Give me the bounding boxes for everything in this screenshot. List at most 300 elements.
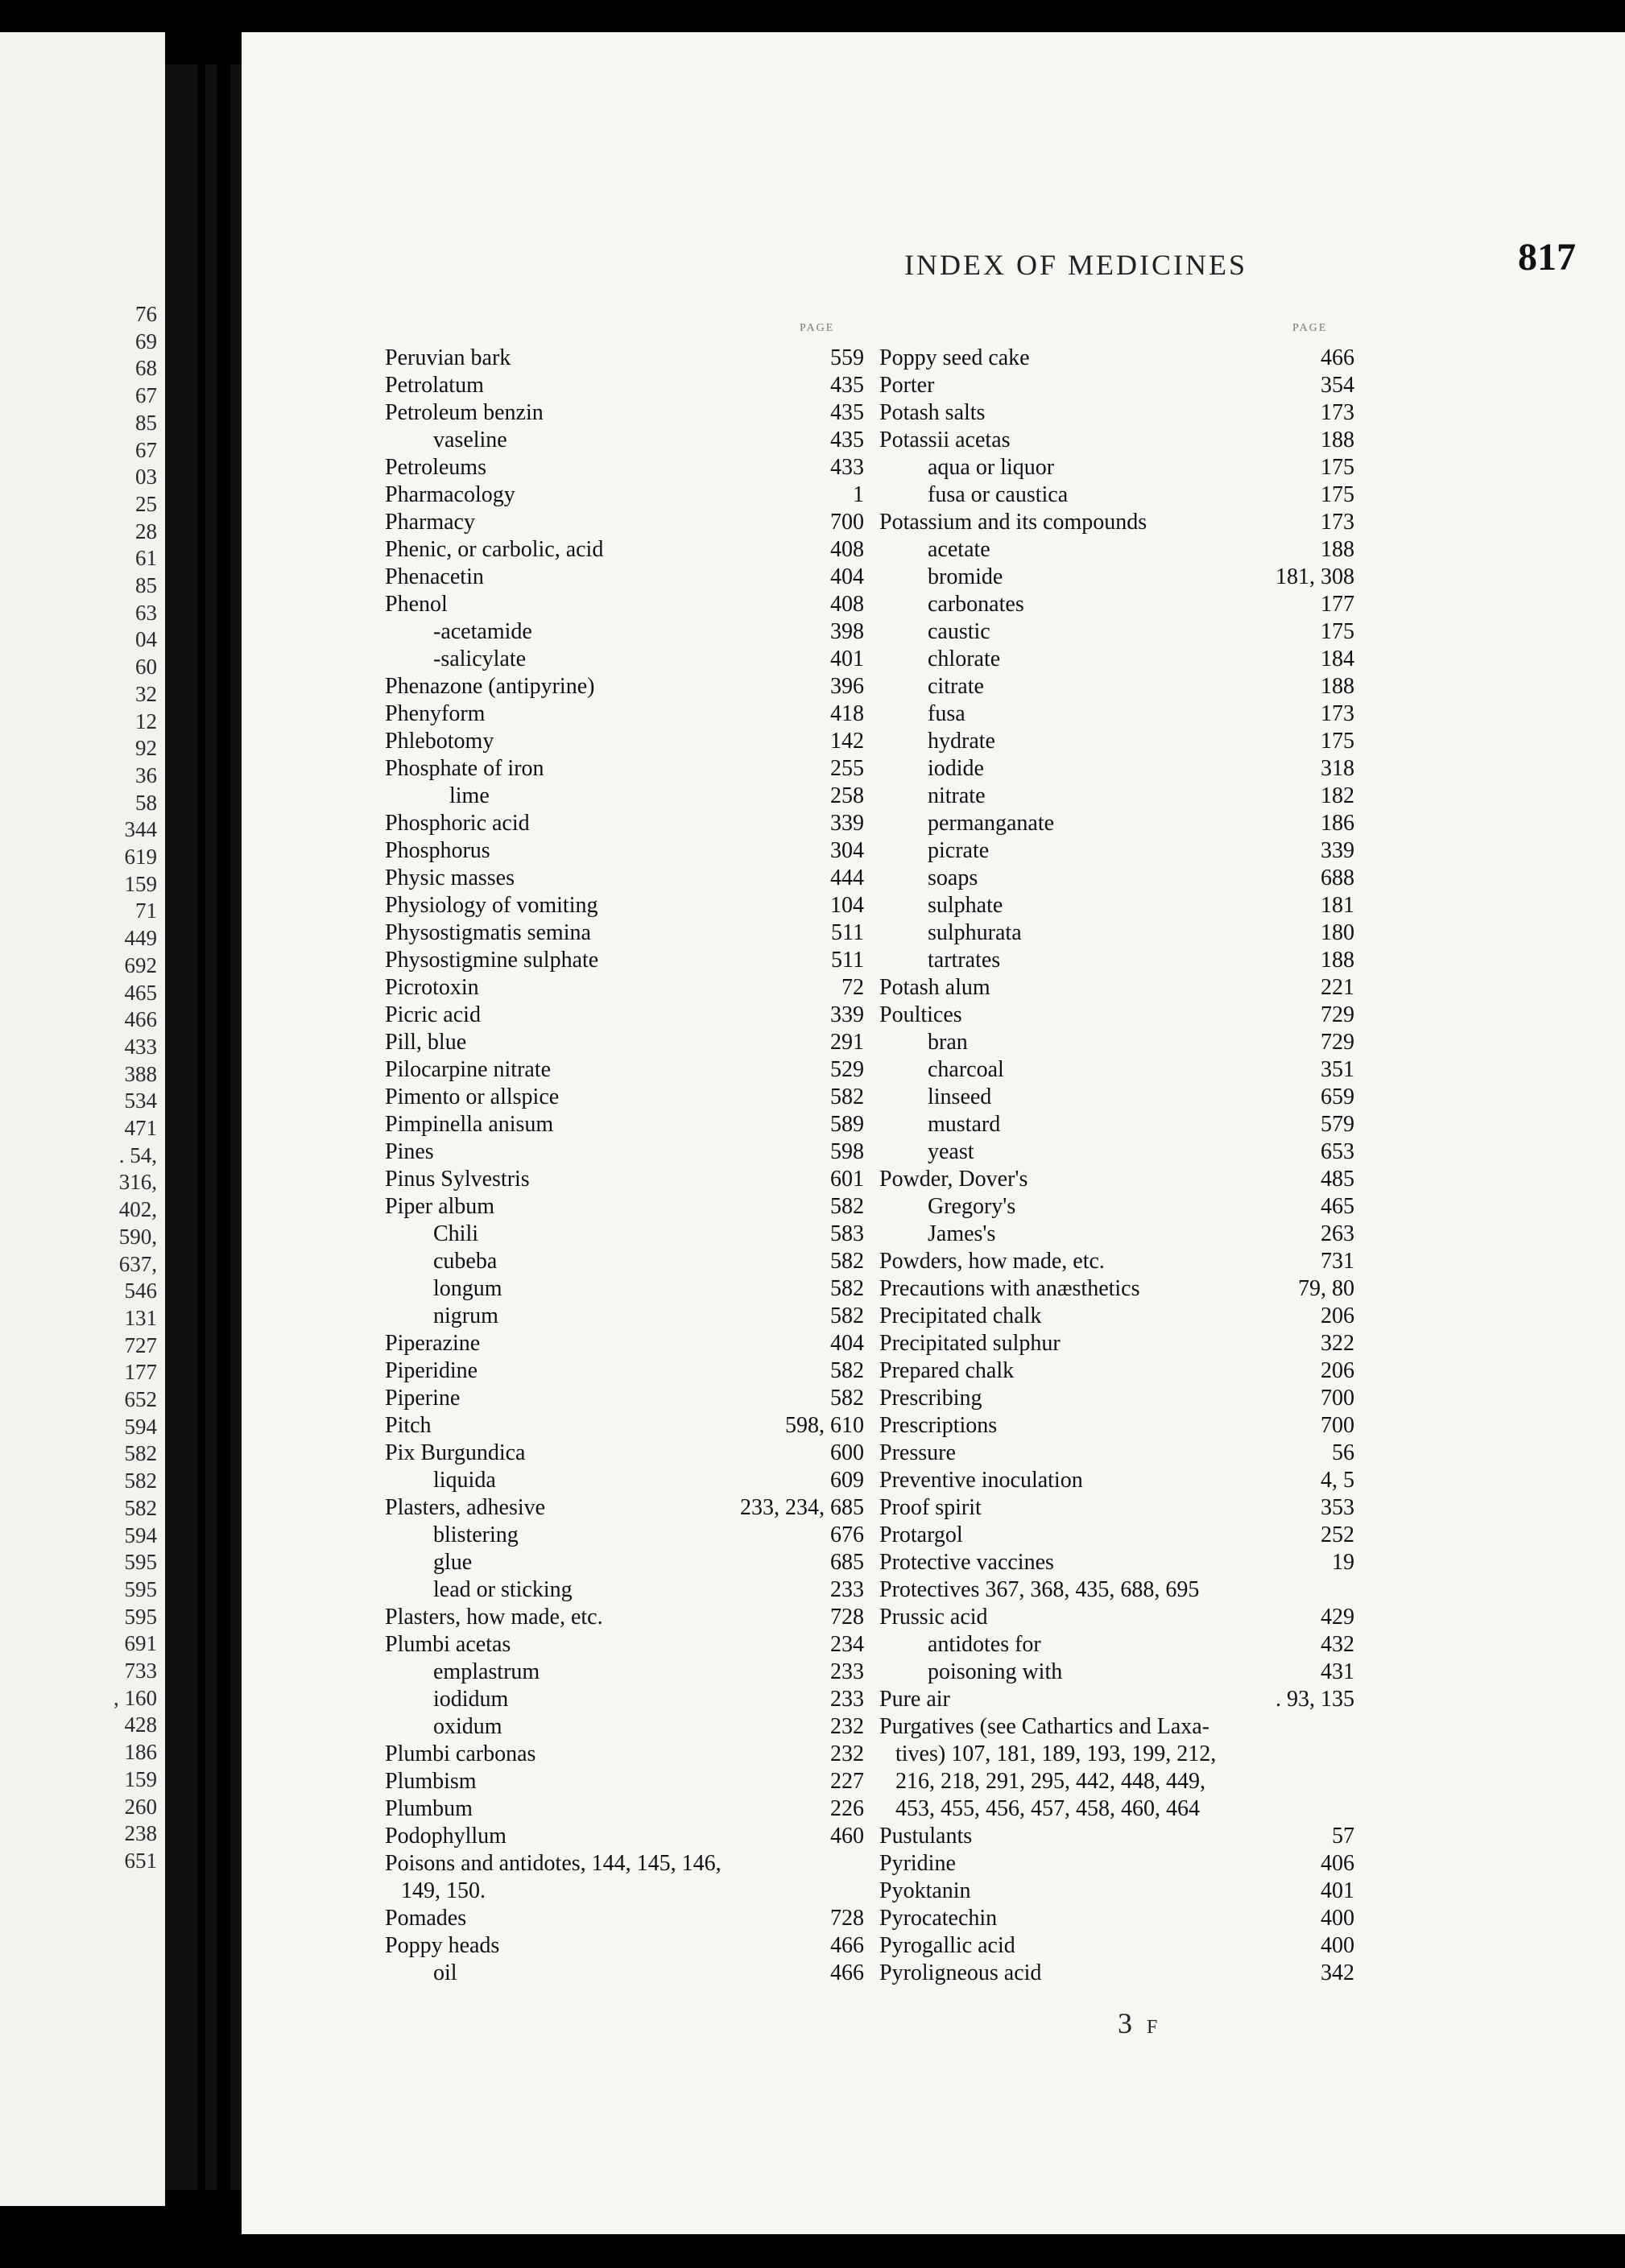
index-entry xyxy=(385,783,864,810)
left-page-number: 433 xyxy=(124,1034,157,1059)
index-entry xyxy=(879,974,1354,1002)
index-entry xyxy=(879,1522,1354,1549)
index-entry xyxy=(385,1549,864,1576)
index-term: Phenyform xyxy=(385,701,486,726)
index-entry xyxy=(879,1878,1354,1905)
index-entry xyxy=(385,1659,864,1686)
index-page-ref: 252 xyxy=(1321,1522,1354,1547)
left-page-number: 619 xyxy=(124,845,157,869)
index-term: emplastrum xyxy=(433,1659,540,1684)
index-page-ref: 653 xyxy=(1321,1139,1354,1164)
index-page-ref: 226 xyxy=(830,1796,864,1821)
index-page-ref: 731 xyxy=(1321,1249,1354,1274)
left-page-number: 449 xyxy=(124,926,157,951)
index-page-ref: 728 xyxy=(830,1605,864,1630)
index-page-ref: 401 xyxy=(1321,1878,1354,1903)
index-entry xyxy=(385,1248,864,1275)
left-page-number: 652 xyxy=(124,1387,157,1411)
index-entry xyxy=(385,345,864,372)
index-term: oxidum xyxy=(433,1714,502,1739)
left-page-number: 594 xyxy=(124,1522,157,1547)
index-page-ref: 404 xyxy=(830,564,864,589)
index-term: Precipitated sulphur xyxy=(879,1331,1061,1356)
index-term: Prescribing xyxy=(879,1386,982,1411)
index-column-right xyxy=(879,345,1354,1987)
index-term: Pix Burgundica xyxy=(385,1440,526,1465)
index-page-ref: 429 xyxy=(1321,1605,1354,1630)
index-page-ref: 598, 610 xyxy=(785,1413,864,1438)
index-term: Picric acid xyxy=(385,1002,481,1027)
left-page-number: 582 xyxy=(124,1495,157,1520)
index-term: hydrate xyxy=(928,729,995,754)
signature-number: 3 xyxy=(1118,2007,1132,2039)
index-page-ref: 291 xyxy=(830,1030,864,1055)
index-entry xyxy=(385,372,864,399)
index-term: Pustulants xyxy=(879,1824,973,1849)
index-term: Pyrocatechin xyxy=(879,1906,998,1931)
index-term: nigrum xyxy=(433,1303,498,1328)
index-term: Pressure xyxy=(879,1440,956,1465)
index-page-ref: 406 xyxy=(1321,1851,1354,1876)
index-term: Plasters, adhesive xyxy=(385,1495,546,1520)
left-page-number: . 54, xyxy=(118,1142,157,1167)
index-entry xyxy=(385,1193,864,1221)
index-page-ref: 529 xyxy=(830,1057,864,1082)
index-entry xyxy=(879,1494,1354,1522)
index-term: Plumbism xyxy=(385,1769,477,1794)
index-entry xyxy=(879,427,1354,454)
index-page-ref: 175 xyxy=(1321,455,1354,480)
index-page-ref: 104 xyxy=(830,893,864,918)
index-term: Pinus Sylvestris xyxy=(385,1167,530,1192)
index-entry xyxy=(879,1056,1354,1084)
index-entry xyxy=(879,1659,1354,1686)
index-page-ref: 188 xyxy=(1321,537,1354,562)
index-term: Purgatives (see Cathartics and Laxa- xyxy=(879,1714,1210,1739)
index-entry xyxy=(879,837,1354,865)
index-term: Precipitated chalk xyxy=(879,1303,1042,1328)
index-entry xyxy=(385,427,864,454)
left-page-number: 594 xyxy=(124,1414,157,1439)
index-page-ref: 728 xyxy=(830,1906,864,1931)
left-page-number: 36 xyxy=(135,762,157,787)
index-entry xyxy=(385,1494,864,1522)
index-page-ref: 601 xyxy=(830,1167,864,1192)
index-term: 149, 150. xyxy=(401,1878,486,1903)
index-term: Physiology of vomiting xyxy=(385,893,598,918)
signature-mark xyxy=(1118,2006,1157,2040)
left-page-number: 637, xyxy=(118,1251,157,1276)
index-entry xyxy=(879,673,1354,700)
index-term: Pilocarpine nitrate xyxy=(385,1057,552,1082)
index-entry xyxy=(879,1166,1354,1193)
index-page-ref: 404 xyxy=(830,1331,864,1356)
index-term: Plumbi carbonas xyxy=(385,1741,536,1766)
index-entry xyxy=(879,1795,1354,1823)
index-term: Piperidine xyxy=(385,1358,478,1383)
index-page-ref: 304 xyxy=(830,838,864,863)
index-entry xyxy=(385,1823,864,1850)
index-page-ref: 431 xyxy=(1321,1659,1354,1684)
index-entry xyxy=(879,372,1354,399)
index-page-ref: 465 xyxy=(1321,1194,1354,1219)
index-term: fusa xyxy=(928,701,965,726)
index-entry xyxy=(879,1002,1354,1029)
index-page xyxy=(242,32,1625,2234)
index-term: Pharmacy xyxy=(385,510,475,535)
index-term: 453, 455, 456, 457, 458, 460, 464 xyxy=(895,1796,1200,1821)
index-term: Pines xyxy=(385,1139,434,1164)
index-entry xyxy=(879,1905,1354,1932)
index-page-ref: 729 xyxy=(1321,1030,1354,1055)
left-page-number: 159 xyxy=(124,1766,157,1791)
index-entry xyxy=(385,1604,864,1631)
index-page-ref: 177 xyxy=(1321,592,1354,617)
index-page-ref: 186 xyxy=(1321,811,1354,836)
index-page-ref: 582 xyxy=(830,1276,864,1301)
index-entry xyxy=(385,1412,864,1440)
index-term: Prussic acid xyxy=(879,1605,988,1630)
index-entry xyxy=(385,399,864,427)
index-term: Protective vaccines xyxy=(879,1550,1054,1575)
left-page-number: 76 xyxy=(135,302,157,326)
index-page-ref: 460 xyxy=(830,1824,864,1849)
index-entry xyxy=(385,1905,864,1932)
index-term: Piper album xyxy=(385,1194,495,1219)
index-page-ref: 408 xyxy=(830,537,864,562)
index-term: glue xyxy=(433,1550,473,1575)
index-term: mustard xyxy=(928,1112,1001,1137)
index-entry xyxy=(385,536,864,564)
index-term: Pill, blue xyxy=(385,1030,467,1055)
left-page-number: 534 xyxy=(124,1089,157,1113)
index-entry xyxy=(385,865,864,892)
index-term: Proof spirit xyxy=(879,1495,982,1520)
index-entry xyxy=(385,1166,864,1193)
index-page-ref: 255 xyxy=(830,756,864,781)
index-entry xyxy=(385,728,864,755)
index-term: Pharmacology xyxy=(385,482,515,507)
index-page-ref: 485 xyxy=(1321,1167,1354,1192)
index-term: Phosphoric acid xyxy=(385,811,530,836)
index-page-ref: 342 xyxy=(1321,1960,1354,1985)
index-page-ref: 589 xyxy=(830,1112,864,1137)
index-page-ref: 396 xyxy=(830,674,864,699)
index-page-ref: 339 xyxy=(830,1002,864,1027)
index-term: tives) 107, 181, 189, 193, 199, 212, xyxy=(895,1741,1217,1766)
left-page-number: 465 xyxy=(124,980,157,1005)
index-entry xyxy=(879,1084,1354,1111)
index-term: Phenacetin xyxy=(385,564,484,589)
index-page-ref: 188 xyxy=(1321,428,1354,452)
index-page-ref: 582 xyxy=(830,1194,864,1219)
index-page-ref: 582 xyxy=(830,1084,864,1109)
index-page-ref: 181 xyxy=(1321,893,1354,918)
index-entry xyxy=(879,728,1354,755)
left-page-number: 12 xyxy=(135,708,157,733)
left-page-number: 71 xyxy=(135,899,157,923)
index-term: Pimento or allspice xyxy=(385,1084,560,1109)
index-entry xyxy=(879,646,1354,673)
index-entry xyxy=(385,1795,864,1823)
index-term: -salicylate xyxy=(433,647,527,671)
index-entry xyxy=(879,564,1354,591)
left-page-number: 546 xyxy=(124,1279,157,1303)
index-term: Phenazone (antipyrine) xyxy=(385,674,595,699)
index-entry xyxy=(385,1768,864,1795)
index-page-ref: 685 xyxy=(830,1550,864,1575)
index-page-ref: 408 xyxy=(830,592,864,617)
index-page-ref: 582 xyxy=(830,1249,864,1274)
index-page-ref: 432 xyxy=(1321,1632,1354,1657)
index-page-ref: 444 xyxy=(830,865,864,890)
left-page-number: 85 xyxy=(135,573,157,597)
index-page-ref: 339 xyxy=(830,811,864,836)
index-term: Pure air xyxy=(879,1687,950,1712)
index-page-ref: 56 xyxy=(1332,1440,1354,1465)
left-page-number: 733 xyxy=(124,1659,157,1683)
index-entry xyxy=(385,810,864,837)
index-page-ref: 511 xyxy=(831,920,864,945)
left-page-number: 316, xyxy=(118,1170,157,1195)
index-entry xyxy=(879,399,1354,427)
left-page-number: 32 xyxy=(135,681,157,706)
index-page-ref: 559 xyxy=(830,345,864,370)
index-term: Powder, Dover's xyxy=(879,1167,1028,1192)
index-page-ref: 466 xyxy=(1321,345,1354,370)
index-page-ref: 227 xyxy=(830,1769,864,1794)
index-term: Plumbi acetas xyxy=(385,1632,511,1657)
index-term: Preventive inoculation xyxy=(879,1468,1083,1493)
left-page-number: 68 xyxy=(135,356,157,381)
index-term: Phenol xyxy=(385,592,448,617)
left-page-number: 58 xyxy=(135,790,157,815)
index-term: Petroleum benzin xyxy=(385,400,544,425)
index-page-ref: 184 xyxy=(1321,647,1354,671)
index-entry xyxy=(879,1221,1354,1248)
left-page-number: 61 xyxy=(135,546,157,571)
index-term: Prescriptions xyxy=(879,1413,998,1438)
index-term: permanganate xyxy=(928,811,1055,836)
index-entry xyxy=(879,536,1354,564)
left-page-number: 388 xyxy=(124,1061,157,1086)
index-entry xyxy=(879,892,1354,919)
index-page-ref: 175 xyxy=(1321,619,1354,644)
index-page-ref: 700 xyxy=(1321,1413,1354,1438)
index-term: picrate xyxy=(928,838,990,863)
index-entry xyxy=(879,810,1354,837)
left-page-number: 177 xyxy=(124,1360,157,1385)
index-page-ref: 234 xyxy=(830,1632,864,1657)
index-entry xyxy=(879,1275,1354,1303)
index-term: iodide xyxy=(928,756,984,781)
index-entry xyxy=(879,1385,1354,1412)
index-term: aqua or liquor xyxy=(928,455,1055,480)
index-page-ref: 598 xyxy=(830,1139,864,1164)
index-entry xyxy=(385,1303,864,1330)
index-entry xyxy=(879,700,1354,728)
index-entry xyxy=(385,1002,864,1029)
left-page-number: 63 xyxy=(135,600,157,625)
left-page-number: 466 xyxy=(124,1007,157,1032)
left-page-number: 590, xyxy=(118,1224,157,1249)
left-page-number: 85 xyxy=(135,410,157,435)
index-entry xyxy=(385,1275,864,1303)
index-entry xyxy=(879,1111,1354,1138)
index-page-ref: 582 xyxy=(830,1358,864,1383)
index-page-ref: 233 xyxy=(830,1687,864,1712)
left-page-number: 28 xyxy=(135,518,157,543)
index-term: tartrates xyxy=(928,948,1001,973)
index-page-ref: 600 xyxy=(830,1440,864,1465)
index-term: Plumbum xyxy=(385,1796,473,1821)
index-term: Phenic, or carbolic, acid xyxy=(385,537,604,562)
index-entry xyxy=(385,1440,864,1467)
index-page-ref: 435 xyxy=(830,428,864,452)
index-page-ref: 322 xyxy=(1321,1331,1354,1356)
gutter-shadow xyxy=(230,64,242,2190)
index-entry xyxy=(385,1960,864,1987)
index-entry xyxy=(385,1084,864,1111)
index-entry xyxy=(879,454,1354,481)
index-page-ref: 583 xyxy=(830,1221,864,1246)
index-term: Precautions with anæsthetics xyxy=(879,1276,1140,1301)
index-page-ref: 233 xyxy=(830,1577,864,1602)
index-term: Physostigmine sulphate xyxy=(385,948,599,973)
index-page-ref: 435 xyxy=(830,373,864,398)
left-page-number: 471 xyxy=(124,1116,157,1140)
index-page-ref: 175 xyxy=(1321,482,1354,507)
index-term: blistering xyxy=(433,1522,519,1547)
index-page-ref: 688 xyxy=(1321,865,1354,890)
index-term: Petrolatum xyxy=(385,373,484,398)
left-page-number: 402, xyxy=(118,1197,157,1222)
index-entry xyxy=(385,646,864,673)
index-entry xyxy=(385,1385,864,1412)
index-page-ref: 181, 308 xyxy=(1276,564,1354,589)
index-entry xyxy=(879,1248,1354,1275)
index-page-ref: 72 xyxy=(841,975,864,1000)
index-term: vaseline xyxy=(433,428,507,452)
index-page-ref: 188 xyxy=(1321,948,1354,973)
index-page-ref: 173 xyxy=(1321,400,1354,425)
index-entry xyxy=(879,1713,1354,1741)
index-term: Picrotoxin xyxy=(385,975,479,1000)
index-term: Powders, how made, etc. xyxy=(879,1249,1105,1274)
index-entry xyxy=(879,1138,1354,1166)
index-entry xyxy=(385,1111,864,1138)
index-term: James's xyxy=(928,1221,996,1246)
index-page-ref: 57 xyxy=(1332,1824,1354,1849)
left-page-number: 25 xyxy=(135,491,157,516)
index-term: Pimpinella anisum xyxy=(385,1112,554,1137)
index-page-ref: 700 xyxy=(830,510,864,535)
left-page-number: 03 xyxy=(135,465,157,490)
index-entry xyxy=(879,1357,1354,1385)
index-page-ref: 142 xyxy=(830,729,864,754)
index-page-ref: 180 xyxy=(1321,920,1354,945)
index-term: Potash salts xyxy=(879,400,986,425)
index-term: lime xyxy=(449,783,490,808)
index-entry xyxy=(385,892,864,919)
index-page-ref: 233 xyxy=(830,1659,864,1684)
index-term: Potash alum xyxy=(879,975,990,1000)
index-entry xyxy=(385,1850,864,1878)
left-page-number: 691 xyxy=(124,1631,157,1656)
index-page-ref: 188 xyxy=(1321,674,1354,699)
index-page-ref: 232 xyxy=(830,1741,864,1766)
index-entry xyxy=(879,1330,1354,1357)
left-page-number: 595 xyxy=(124,1550,157,1575)
index-term: chlorate xyxy=(928,647,1001,671)
index-entry xyxy=(879,1303,1354,1330)
index-page-ref: 19 xyxy=(1332,1550,1354,1575)
left-page-number: 344 xyxy=(124,817,157,842)
index-entry xyxy=(879,1576,1354,1604)
index-page-ref: 398 xyxy=(830,619,864,644)
index-entry xyxy=(385,919,864,947)
index-term: soaps xyxy=(928,865,978,890)
index-term: antidotes for xyxy=(928,1632,1041,1657)
left-page-number: 69 xyxy=(135,328,157,353)
index-term: liquida xyxy=(433,1468,496,1493)
index-entry xyxy=(385,1029,864,1056)
index-page-ref: 579 xyxy=(1321,1112,1354,1137)
index-term: carbonates xyxy=(928,592,1024,617)
index-entry xyxy=(385,1056,864,1084)
index-entry xyxy=(879,509,1354,536)
index-page-ref: 1 xyxy=(853,482,864,507)
index-entry xyxy=(385,564,864,591)
index-term: -acetamide xyxy=(433,619,532,644)
index-term: Poppy heads xyxy=(385,1933,500,1958)
index-term: sulphate xyxy=(928,893,1003,918)
index-term: oil xyxy=(433,1960,457,1985)
index-page-ref: 206 xyxy=(1321,1303,1354,1328)
index-term: Physostigmatis semina xyxy=(385,920,591,945)
index-entry xyxy=(879,1932,1354,1960)
index-term: Phosphorus xyxy=(385,838,490,863)
index-page-ref: 466 xyxy=(830,1960,864,1985)
index-term: Pitch xyxy=(385,1413,432,1438)
index-term: longum xyxy=(433,1276,502,1301)
gutter-shadow xyxy=(205,64,217,2190)
index-page-ref: 700 xyxy=(1321,1386,1354,1411)
index-term: Podophyllum xyxy=(385,1824,507,1849)
index-page-ref: 511 xyxy=(831,948,864,973)
index-page-ref: 233, 234, 685 xyxy=(740,1495,864,1520)
index-term: Poppy seed cake xyxy=(879,345,1030,370)
signature-letter: F xyxy=(1147,2017,1158,2038)
index-term: charcoal xyxy=(928,1057,1004,1082)
index-term: Petroleums xyxy=(385,455,486,480)
left-page-number: 159 xyxy=(124,871,157,896)
index-page-ref: 354 xyxy=(1321,373,1354,398)
left-page-number: 60 xyxy=(135,655,157,680)
index-term: Physic masses xyxy=(385,865,515,890)
index-term: sulphurata xyxy=(928,920,1022,945)
index-term: Protectives 367, 368, 435, 688, 695 xyxy=(879,1577,1200,1602)
index-page-ref: 418 xyxy=(830,701,864,726)
left-page-number: 186 xyxy=(124,1740,157,1765)
gutter-shadow xyxy=(165,64,197,2190)
index-term: Pyoktanin xyxy=(879,1878,971,1903)
index-term: iodidum xyxy=(433,1687,509,1712)
index-entry xyxy=(385,481,864,509)
index-term: Pyrogallic acid xyxy=(879,1933,1015,1958)
index-term: Poultices xyxy=(879,1002,962,1027)
index-entry xyxy=(385,1330,864,1357)
